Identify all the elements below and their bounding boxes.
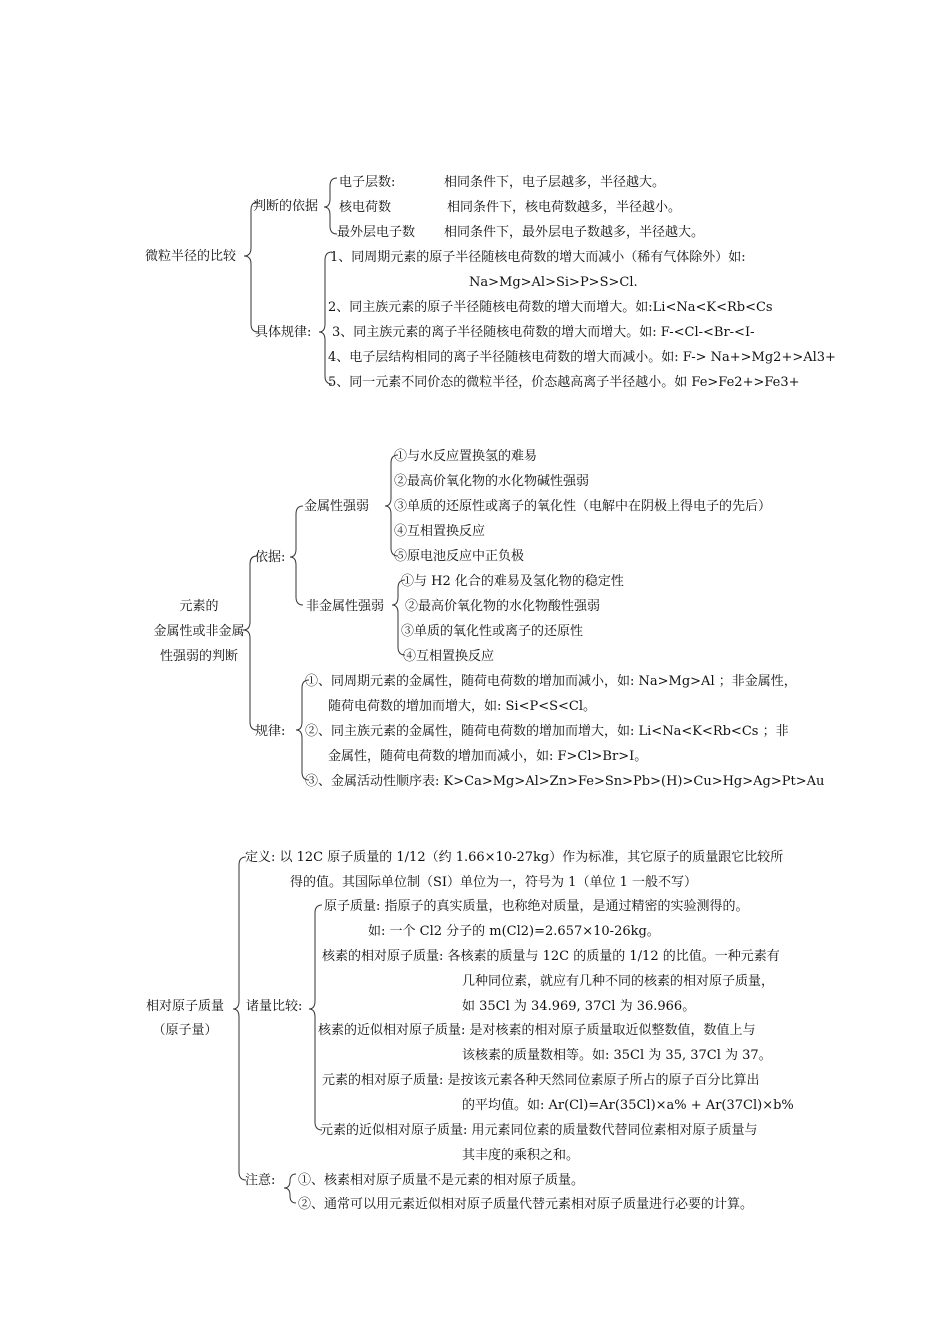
s2-nonmetal-3: ③单质的氧化性或离子的还原性 bbox=[401, 624, 584, 639]
s2-nonmetal-2: ②最高价氧化物的水化物酸性强弱 bbox=[405, 599, 601, 614]
brace-s3-compare bbox=[309, 905, 322, 1130]
s3-root-line-1: 相对原子质量 bbox=[145, 999, 224, 1014]
s3-note-label: 注意: bbox=[245, 1173, 276, 1188]
s3-atomic-mass-example: 如: 一个 Cl2 分子的 m(Cl2)=2.657×10-26kg。 bbox=[368, 924, 660, 939]
s1-rule-1: 1、同周期元素的原子半径随核电荷数的增大而减小（稀有气体除外）如: bbox=[330, 250, 746, 265]
s3-element-approx-mass-cont: 其丰度的乘积之和。 bbox=[462, 1148, 580, 1163]
s2-nonmetal-1: ①与 H2 化合的难易及氢化物的稳定性 bbox=[401, 574, 624, 589]
s1-basis-2-desc: 相同条件下，核电荷数越多，半径越小。 bbox=[447, 200, 682, 215]
s2-root-line-2: 金属性或非金属 bbox=[153, 624, 245, 639]
s3-root-line-2: （原子量） bbox=[152, 1023, 218, 1038]
s1-rule-5: 5、同一元素不同价态的微粒半径，价态越高离子半径越小。如 Fe>Fe2+>Fe3+ bbox=[328, 375, 800, 390]
s3-nuclide-relative-mass-cont: 几种同位素，就应有几种不同的核素的相对原子质量， bbox=[462, 974, 775, 989]
s2-nonmetal-label: 非金属性强弱 bbox=[306, 599, 385, 614]
s1-root-label: 微粒半径的比较 bbox=[145, 249, 237, 264]
brace-s2-root bbox=[243, 556, 257, 730]
s2-metal-label: 金属性强弱 bbox=[304, 499, 370, 514]
s3-definition: 定义: 以 12C 原子质量的 1/12（约 1.66×10-27kg）作为标准，其它原子的质量跟它比较所 bbox=[245, 850, 784, 865]
s1-rule-3: 3、同主族元素的离子半径随核电荷数的增大而增大。如: F-<Cl-<Br-<I- bbox=[332, 325, 755, 340]
s3-element-relative-mass: 元素的相对原子质量: 是按该元素各种天然同位素原子所占的原子百分比算出 bbox=[322, 1073, 760, 1088]
brace-s2-nonmetal bbox=[392, 580, 405, 655]
brace-s3-note bbox=[284, 1174, 296, 1203]
s3-note-1: ①、核素相对原子质量不是元素的相对原子质量。 bbox=[298, 1173, 585, 1188]
s2-nonmetal-4: ④互相置换反应 bbox=[403, 649, 495, 664]
s1-rule-4: 4、电子层结构相同的离子半径随核电荷数的增大而减小。如: F-> Na+>Mg2+>Al3+ bbox=[328, 350, 836, 365]
s3-nuclide-relative-mass-example: 如 35Cl 为 34.969, 37Cl 为 36.966。 bbox=[462, 999, 696, 1014]
s3-note-2: ②、通常可以用元素近似相对原子质量代替元素相对原子质量进行必要的计算。 bbox=[298, 1197, 754, 1212]
brace-s2-basis bbox=[290, 506, 303, 605]
brace-s1-basis bbox=[324, 178, 337, 234]
s3-compare-label: 诸量比较: bbox=[246, 999, 303, 1014]
s2-rule-2-cont: 金属性，随荷电荷数的增加而减小，如: F>Cl>Br>I。 bbox=[328, 749, 648, 764]
s3-atomic-mass: 原子质量: 指原子的真实质量，也称绝对质量，是通过精密的实验测得的。 bbox=[324, 899, 749, 914]
s3-definition-cont: 得的值。其国际单位制（SI）单位为一，符号为 1（单位 1 一般不写） bbox=[290, 875, 697, 890]
s1-basis-3-desc: 相同条件下，最外层电子数越多，半径越大。 bbox=[444, 225, 705, 240]
s3-nuclide-approx-mass-cont: 该核素的质量数相等。如: 35Cl 为 35, 37Cl 为 37。 bbox=[462, 1048, 772, 1063]
s1-basis-2-name: 核电荷数 bbox=[339, 200, 392, 215]
s2-rule-1: ①、同周期元素的金属性，随荷电荷数的增加而减小，如: Na>Mg>Al ；非金属性， bbox=[305, 674, 797, 689]
s1-rules-label: 具体规律: bbox=[255, 325, 312, 340]
s3-element-approx-mass: 元素的近似相对原子质量: 用元素同位素的质量数代替同位素相对原子质量与 bbox=[320, 1123, 758, 1138]
s2-metal-3: ③单质的还原性或离子的氧化性（电解中在阴极上得电子的先后） bbox=[394, 499, 772, 514]
s2-rules-label: 规律: bbox=[255, 724, 286, 739]
brace-s1-root bbox=[244, 202, 258, 332]
s1-basis-label: 判断的依据 bbox=[253, 199, 319, 214]
s2-metal-2: ②最高价氧化物的水化物碱性强弱 bbox=[394, 474, 590, 489]
s1-rule-1-example: Na>Mg>Al>Si>P>S>Cl. bbox=[469, 275, 638, 290]
s3-nuclide-approx-mass: 核素的近似相对原子质量: 是对核素的相对原子质量取近似整数值，数值上与 bbox=[318, 1023, 756, 1038]
s2-metal-5: ⑤原电池反应中正负极 bbox=[394, 549, 525, 564]
s2-rule-1-cont: 随荷电荷数的增加而增大，如: Si<P<S<Cl。 bbox=[328, 699, 597, 714]
s3-element-relative-mass-cont: 的平均值。如: Ar(Cl)=Ar(35Cl)×a% + Ar(37Cl)×b% bbox=[462, 1098, 794, 1113]
s2-rule-2: ②、同主族元素的金属性，随荷电荷数的增加而增大，如: Li<Na<K<Rb<Cs ；非 bbox=[305, 724, 789, 739]
s2-basis-label: 依据: bbox=[255, 550, 286, 565]
s2-metal-4: ④互相置换反应 bbox=[394, 524, 486, 539]
s2-metal-1: ①与水反应置换氢的难易 bbox=[394, 449, 538, 464]
s2-root-line-3: 性强弱的判断 bbox=[159, 649, 238, 664]
s2-rule-3: ③、金属活动性顺序表: K>Ca>Mg>Al>Zn>Fe>Sn>Pb>(H)>Cu>Hg>Ag>Pt>Au bbox=[305, 774, 825, 789]
s2-root-line-1: 元素的 bbox=[179, 599, 219, 614]
s3-nuclide-relative-mass: 核素的相对原子质量: 各核素的质量与 12C 的质量的 1/12 的比值。一种元素有 bbox=[322, 949, 780, 964]
s1-basis-1-desc: 相同条件下，电子层越多，半径越大。 bbox=[444, 175, 666, 190]
brace-s3-root bbox=[233, 857, 246, 1180]
s1-rule-2: 2、同主族元素的原子半径随核电荷数的增大而增大。如:Li<Na<K<Rb<Cs bbox=[328, 300, 773, 315]
s1-basis-1-name: 电子层数: bbox=[339, 175, 396, 190]
s1-basis-3-name: 最外层电子数 bbox=[337, 225, 416, 240]
